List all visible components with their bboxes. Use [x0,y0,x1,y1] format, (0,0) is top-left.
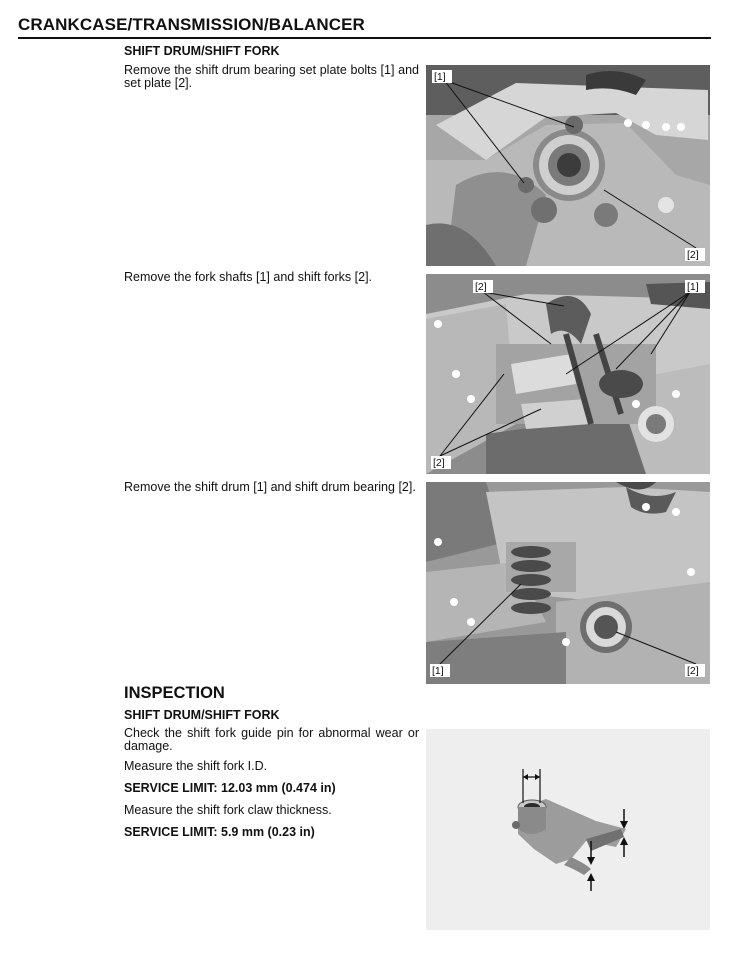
removal-subtitle: SHIFT DRUM/SHIFT FORK [124,44,280,58]
fig3-callout-2: [2] [687,665,699,677]
figure-shift-forks-photo [426,274,710,474]
header-rule [18,37,711,39]
figure-shift-drum-photo [426,482,710,684]
step-1-text: Remove the shift drum bearing set plate bolts [1] and set plate [2]. [124,63,419,90]
fig1-callout-1: [1] [434,71,446,83]
inspection-measure-claw-text: Measure the shift fork claw thickness. [124,803,332,817]
fig3-callout-1: [1] [432,665,444,677]
inspection-measure-id-text: Measure the shift fork I.D. [124,759,268,773]
fig2-callout-1: [1] [687,281,699,293]
inspection-subtitle: SHIFT DRUM/SHIFT FORK [124,708,280,722]
step-2-text: Remove the fork shafts [1] and shift forks [2]. [124,270,373,284]
step-3-text: Remove the shift drum [1] and shift drum bearing [2]. [124,480,416,494]
service-limit-fork-id: SERVICE LIMIT: 12.03 mm (0.474 in) [124,781,336,795]
service-limit-claw-thickness: SERVICE LIMIT: 5.9 mm (0.23 in) [124,825,315,839]
fig2-callout-2-top: [2] [475,281,487,293]
fig1-callout-2: [2] [687,249,699,261]
fig2-callout-2-bottom: [2] [433,457,445,469]
section-header: CRANKCASE/TRANSMISSION/BALANCER [18,15,365,34]
figure-shift-fork-measurement [426,729,710,930]
inspection-check-text: Check the shift fork guide pin for abnormal wear or damage. [124,726,419,753]
inspection-title: INSPECTION [124,684,225,702]
figure-set-plate-photo [426,65,710,266]
